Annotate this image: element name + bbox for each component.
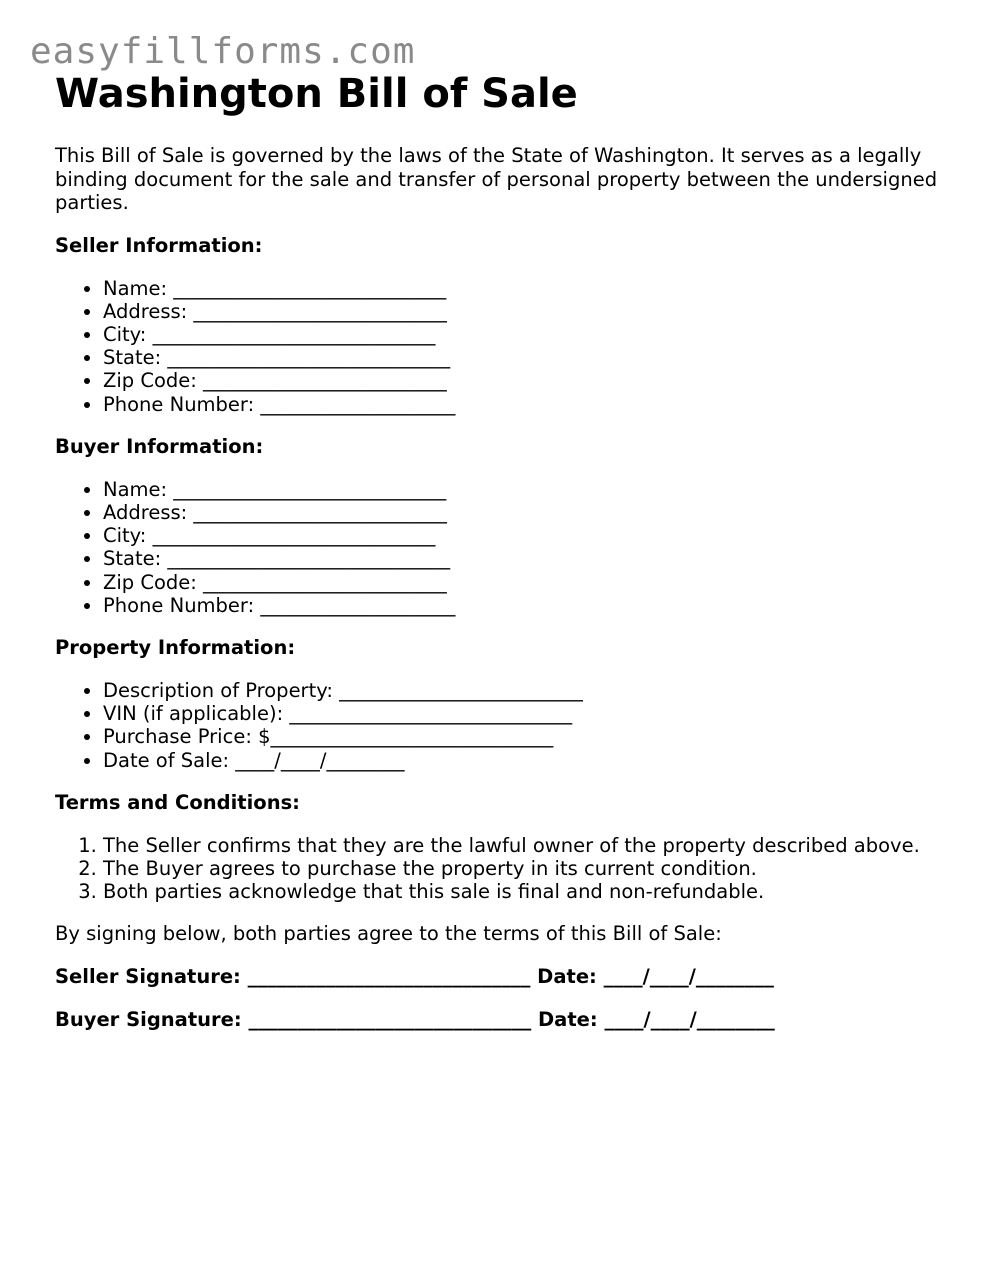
buyer-state-field: • State: _____________________________ [103, 547, 955, 570]
seller-name-field: • Name: ____________________________ [103, 277, 955, 300]
buyer-signature-line: Buyer Signature: _____________________________ Date: ____/____/________ [55, 1008, 775, 1032]
seller-zip-field: • Zip Code: _________________________ [103, 369, 955, 392]
property-date-field: • Date of Sale: ____/____/________ [103, 749, 955, 772]
buyer-field-list [55, 478, 955, 617]
intro-paragraph: This Bill of Sale is governed by the laws of the State of Washington. It serves as a legally binding document for the sale and transfer of personal property between the undersigned parties. [55, 144, 938, 214]
document-body [55, 70, 955, 1032]
property-vin-field: • VIN (if applicable): _____________________________ [103, 702, 955, 725]
seller-signature-line: Seller Signature: _____________________________ Date: ____/____/________ [55, 965, 774, 989]
seller-phone-field: • Phone Number: ____________________ [103, 393, 955, 416]
seller-section-heading: Seller Information: [55, 233, 263, 257]
buyer-zip-field: • Zip Code: _________________________ [103, 571, 955, 594]
buyer-section-heading: Buyer Information: [55, 434, 264, 458]
buyer-city-field: • City: _____________________________ [103, 524, 955, 547]
buyer-name-field: • Name: ____________________________ [103, 478, 955, 501]
property-description-field: • Description of Property: _________________________ [103, 679, 955, 702]
buyer-phone-field: • Phone Number: ____________________ [103, 594, 955, 617]
document-title: Washington Bill of Sale [55, 71, 578, 117]
seller-state-field: • State: _____________________________ [103, 346, 955, 369]
property-field-list [55, 679, 955, 772]
property-section-heading: Property Information: [55, 635, 296, 659]
terms-list [55, 834, 955, 904]
property-price-field: • Purchase Price: $_____________________________ [103, 725, 955, 748]
seller-field-list [55, 277, 955, 416]
terms-item: 1. The Seller confirms that they are the lawful owner of the property described above. [103, 834, 955, 857]
terms-item: 2. The Buyer agrees to purchase the property in its current condition. [103, 857, 955, 880]
buyer-address-field: • Address: __________________________ [103, 501, 955, 524]
terms-item: 3. Both parties acknowledge that this sale is final and non-refundable. [103, 880, 955, 903]
watermark: easyfillforms.com [30, 31, 416, 72]
seller-city-field: • City: _____________________________ [103, 323, 955, 346]
terms-section-heading: Terms and Conditions: [55, 790, 300, 814]
seller-address-field: • Address: __________________________ [103, 300, 955, 323]
agreement-statement: By signing below, both parties agree to the terms of this Bill of Sale: [55, 922, 722, 946]
